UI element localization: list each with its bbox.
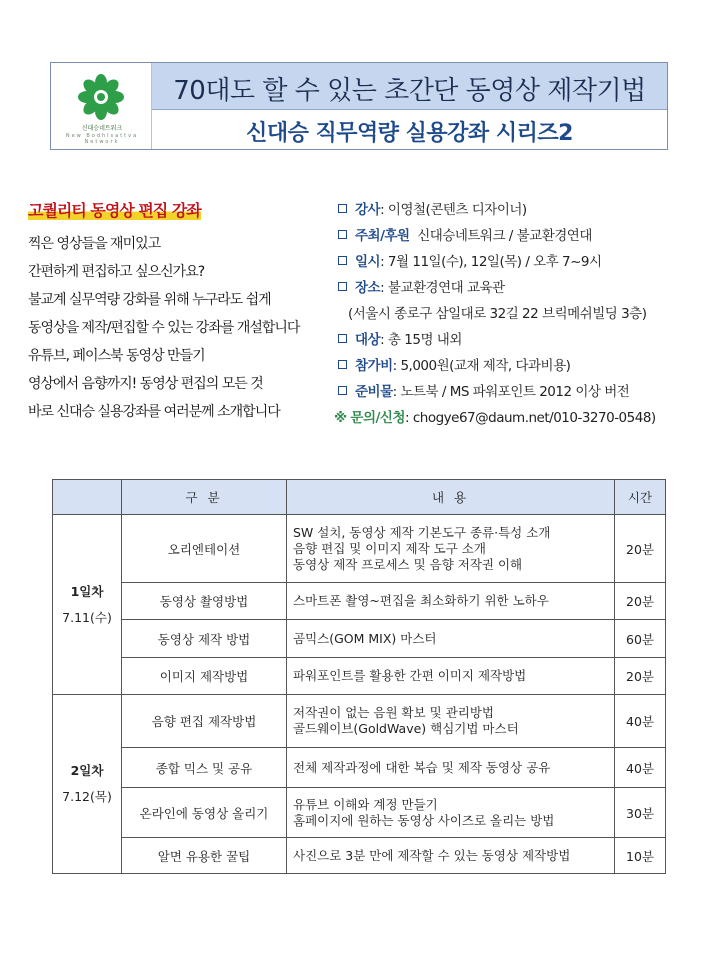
content-cell — [287, 583, 615, 620]
info-value: : 이영철(콘텐츠 디자이너) — [380, 202, 527, 218]
square-bullet-icon — [338, 282, 347, 291]
time-cell: 20분 — [615, 583, 666, 620]
category-cell: 이미지 제작방법 — [122, 658, 287, 695]
info-value: : 불교환경연대 교육관 — [380, 280, 505, 296]
schedule-table — [52, 479, 666, 874]
content-line: 홈페이지에 원하는 동영상 사이즈로 올리는 방법 — [293, 812, 555, 828]
square-bullet-icon — [338, 230, 347, 239]
subtitle-bar — [152, 110, 667, 149]
intro-lines — [28, 234, 299, 430]
table-row — [53, 748, 666, 788]
category-cell: 음향 편집 제작방법 — [122, 695, 287, 748]
content-line: 저작권이 없는 음원 확보 및 관리방법 — [293, 705, 494, 720]
content-line: 골드웨이브(GoldWave) 핵심기법 마스터 — [293, 721, 519, 736]
content-line: 전체 제작과정에 대한 복습 및 제작 동영상 공유 — [293, 759, 551, 775]
info-label: 문의/신청 — [350, 410, 406, 426]
info-value: : 노트북 / MS 파워포인트 2012 이상 버전 — [392, 384, 630, 400]
header-content: 내 용 — [287, 480, 615, 515]
info-value: : 7월 11일(수), 12일(목) / 오후 7~9시 — [380, 254, 602, 270]
info-label: 참가비 — [355, 358, 393, 374]
page-title: 70대도 할 수 있는 초간단 동영상 제작기법 — [173, 76, 646, 106]
header-time: 시간 — [615, 480, 666, 515]
content-line: 유튜브 이해와 계정 만들기 — [293, 796, 438, 812]
intro-line: 유튜브, 페이스북 동영상 만들기 — [28, 348, 205, 364]
content-cell — [287, 658, 615, 695]
info-address — [338, 302, 656, 328]
category-cell: 동영상 제작 방법 — [122, 620, 287, 658]
info-date — [338, 250, 656, 276]
info-target — [338, 328, 656, 354]
content-cell — [287, 788, 615, 838]
time-cell: 20분 — [615, 658, 666, 695]
info-label: 장소 — [355, 280, 381, 296]
content-line: 파워포인트를 활용한 간편 이미지 제작방법 — [293, 668, 527, 683]
content-cell — [287, 515, 615, 583]
category-cell: 동영상 촬영방법 — [122, 583, 287, 620]
square-bullet-icon — [338, 360, 347, 369]
table-row — [53, 583, 666, 620]
day-date: 7.12(목) — [62, 789, 112, 804]
content-line: 스마트폰 촬영~편집을 최소화하기 위한 노하우 — [293, 593, 549, 608]
intro-line: 바로 신대승 실용강좌를 여러분께 소개합니다 — [28, 404, 280, 420]
info-fee — [338, 354, 656, 380]
logo-text: 신대승네트워크 — [81, 125, 123, 132]
info-label: 주최/후원 — [355, 228, 410, 244]
info-label: 대상 — [355, 332, 381, 348]
time-cell: 10분 — [615, 838, 666, 874]
info-value: : 5,000원(교재 제작, 다과비용) — [392, 358, 571, 374]
content-line: 동영상 제작 프로세스 및 음향 저작권 이해 — [293, 556, 523, 572]
flower-logo-icon — [69, 71, 133, 123]
page-subtitle: 신대승 직무역량 실용강좌 시리즈2 — [246, 121, 573, 146]
table-row — [53, 788, 666, 838]
header-blank — [53, 480, 122, 515]
event-info — [334, 198, 656, 432]
info-host — [338, 224, 656, 250]
square-bullet-icon — [338, 256, 347, 265]
day-cell — [53, 515, 122, 695]
info-value: (서울시 종로구 삼일대로 32길 22 브릭메쉬빌딩 3층) — [348, 306, 647, 322]
content-cell — [287, 695, 615, 748]
time-cell: 60분 — [615, 620, 666, 658]
logo — [51, 63, 152, 149]
logo-subtext: New Bodhisattva Network — [65, 133, 139, 145]
time-cell: 40분 — [615, 748, 666, 788]
category-cell: 알면 유용한 꿀팁 — [122, 838, 287, 874]
info-lecturer — [338, 198, 656, 224]
square-bullet-icon — [338, 386, 347, 395]
info-label: 일시 — [355, 254, 381, 270]
table-header-row — [53, 480, 666, 515]
square-bullet-icon — [338, 204, 347, 213]
info-label: 준비물 — [355, 384, 393, 400]
day-label: 2일차 — [70, 763, 104, 778]
time-cell: 40분 — [615, 695, 666, 748]
square-bullet-icon — [338, 334, 347, 343]
time-cell: 20분 — [615, 515, 666, 583]
intro-title-text: 고퀄리티 동영상 편집 강좌 — [28, 201, 201, 220]
intro-title — [28, 198, 201, 221]
time-cell: 30분 — [615, 788, 666, 838]
header-banner — [50, 62, 668, 150]
intro-line: 간편하게 편집하고 싶으신가요? — [28, 264, 205, 280]
contact-value: : chogye67@daum.net/010-3270-0548) — [405, 410, 656, 426]
content-cell — [287, 748, 615, 788]
content-line: 음향 편집 및 이미지 제작 도구 소개 — [293, 540, 486, 556]
intro-line: 찍은 영상들을 재미있고 — [28, 236, 161, 252]
content-cell — [287, 620, 615, 658]
table-row — [53, 695, 666, 748]
day-date: 7.11(수) — [62, 609, 112, 625]
category-cell: 오리엔테이션 — [122, 515, 287, 583]
table-row — [53, 838, 666, 874]
content-line: SW 설치, 동영상 제작 기본도구 종류·특성 소개 — [293, 524, 551, 540]
reference-mark-icon: ※ — [334, 410, 347, 426]
table-row — [53, 515, 666, 583]
table-row — [53, 620, 666, 658]
content-line: 곰믹스(GOM MIX) 마스터 — [293, 630, 437, 646]
day-label: 1일차 — [70, 583, 104, 599]
intro-line: 불교계 실무역량 강화를 위해 누구라도 쉽게 — [28, 292, 271, 308]
intro-line: 동영상을 제작/편집할 수 있는 강좌를 개설합니다 — [28, 320, 300, 336]
info-value: : 총 15명 내외 — [380, 332, 462, 348]
intro-line: 영상에서 음향까지! 동영상 편집의 모든 것 — [28, 376, 263, 392]
info-place — [338, 276, 656, 302]
title-bar — [152, 63, 667, 110]
info-value: 신대승네트워크 / 불교환경연대 — [417, 228, 592, 244]
header-category: 구 분 — [122, 480, 287, 515]
day-cell — [53, 695, 122, 874]
info-contact — [334, 406, 656, 432]
info-prep — [338, 380, 656, 406]
category-cell: 종합 믹스 및 공유 — [122, 748, 287, 788]
info-label: 강사 — [355, 202, 381, 218]
category-cell: 온라인에 동영상 올리기 — [122, 788, 287, 838]
table-row — [53, 658, 666, 695]
content-cell — [287, 838, 615, 874]
content-line: 사진으로 3분 만에 제작할 수 있는 동영상 제작방법 — [293, 847, 571, 863]
